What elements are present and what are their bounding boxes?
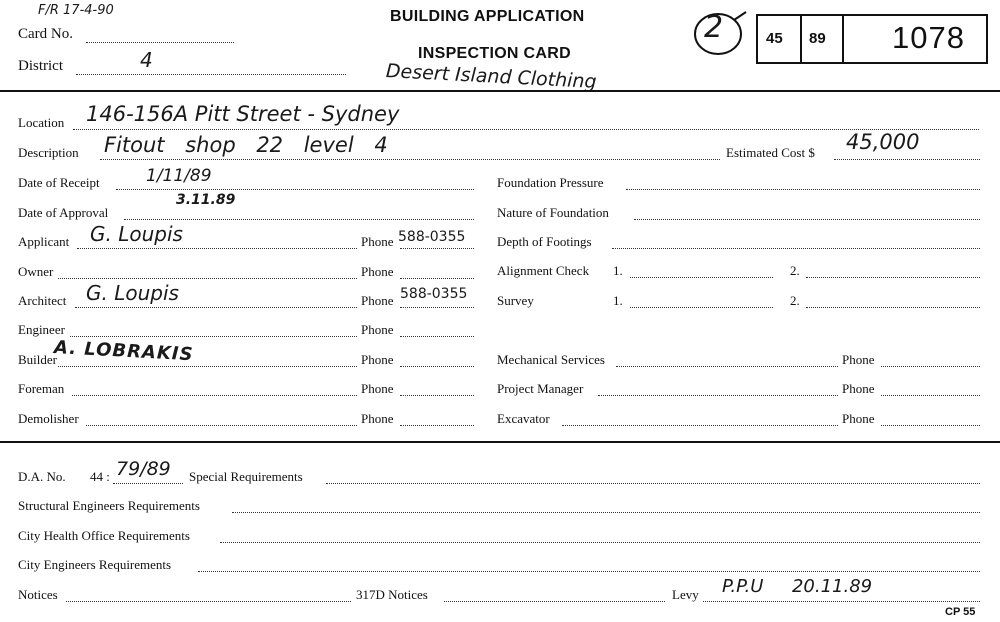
date-receipt-value: 1/11/89 xyxy=(146,166,212,186)
estimated-cost-label: Estimated Cost $ xyxy=(726,145,815,160)
depth-footings-line xyxy=(612,248,980,249)
alignment-check-line-2 xyxy=(806,277,980,278)
da-number-label: D.A. No. xyxy=(18,469,66,484)
box-a-value: 45 xyxy=(766,30,783,47)
applicant-phone-line xyxy=(400,248,474,249)
project-manager-phone-line xyxy=(881,395,980,396)
city-engineers-line xyxy=(198,571,980,572)
applicant-line xyxy=(77,248,357,249)
description-label: Description xyxy=(18,145,79,160)
mechanical-services-phone-line xyxy=(881,366,980,367)
builder-phone-label: Phone xyxy=(361,352,394,367)
health-requirements-label: City Health Office Requirements xyxy=(18,528,190,543)
foreman-label: Foreman xyxy=(18,381,65,396)
notices-label: Notices xyxy=(18,587,58,602)
circled-number: 2 xyxy=(704,10,724,45)
owner-phone-label: Phone xyxy=(361,264,394,279)
owner-label: Owner xyxy=(18,264,54,279)
nature-foundation-label: Nature of Foundation xyxy=(497,205,609,220)
form-code: CP 55 xyxy=(945,606,976,618)
applicant-phone-label: Phone xyxy=(361,234,394,249)
levy-value: P.P.U 20.11.89 xyxy=(722,576,873,597)
business-name: Desert Island Clothing xyxy=(385,60,598,94)
header-divider xyxy=(0,90,1000,92)
health-requirements-line xyxy=(220,542,980,543)
survey-num-2: 2. xyxy=(790,293,800,308)
structural-requirements-label: Structural Engineers Requirements xyxy=(18,498,200,513)
builder-label: Builder xyxy=(18,352,57,367)
special-requirements-line xyxy=(326,483,980,484)
engineer-label: Engineer xyxy=(18,322,65,337)
location-line xyxy=(73,129,979,130)
date-approval-label: Date of Approval xyxy=(18,205,109,220)
project-manager-phone-label: Phone xyxy=(842,381,875,396)
foundation-pressure-line xyxy=(626,189,980,190)
demolisher-line xyxy=(86,425,357,426)
owner-phone-line xyxy=(400,278,474,279)
location-value: 146-156A Pitt Street - Sydney xyxy=(86,102,400,126)
engineer-phone-line xyxy=(400,336,474,337)
date-receipt-line xyxy=(116,189,474,190)
special-requirements-label: Special Requirements xyxy=(189,469,303,484)
estimated-cost-value: 45,000 xyxy=(846,130,920,154)
excavator-line xyxy=(562,425,838,426)
project-manager-line xyxy=(598,395,838,396)
box-divider-2 xyxy=(842,14,844,64)
engineer-line xyxy=(70,336,357,337)
date-approval-line xyxy=(124,219,474,220)
architect-phone-line xyxy=(400,307,474,308)
da-number-value: 79/89 xyxy=(116,458,171,480)
notices-317d-label: 317D Notices xyxy=(356,587,428,602)
applicant-phone-value: 588-0355 xyxy=(398,229,466,245)
builder-phone-line xyxy=(400,366,474,367)
mechanical-services-label: Mechanical Services xyxy=(497,352,605,367)
architect-value: G. Loupis xyxy=(86,281,179,305)
foreman-line xyxy=(72,395,357,396)
alignment-check-num-2: 2. xyxy=(790,263,800,278)
applicant-label: Applicant xyxy=(18,234,70,249)
date-approval-value: 3.11.89 xyxy=(176,192,236,208)
architect-label: Architect xyxy=(18,293,67,308)
middle-divider xyxy=(0,441,1000,443)
foreman-phone-line xyxy=(400,395,474,396)
foreman-phone-label: Phone xyxy=(361,381,394,396)
builder-line xyxy=(58,366,357,367)
form-subtitle: INSPECTION CARD xyxy=(418,45,571,62)
box-divider-1 xyxy=(800,14,802,64)
city-engineers-label: City Engineers Requirements xyxy=(18,557,172,572)
project-manager-label: Project Manager xyxy=(497,381,584,396)
mechanical-services-phone-label: Phone xyxy=(842,352,875,367)
district-label: District xyxy=(18,58,63,74)
da-number-line xyxy=(113,483,183,484)
alignment-check-label: Alignment Check xyxy=(497,263,590,278)
notices-317d-line xyxy=(444,601,665,602)
survey-line-1 xyxy=(630,307,773,308)
architect-phone-value: 588-0355 xyxy=(400,286,468,302)
card-note: F/R 17-4-90 xyxy=(38,3,114,18)
demolisher-phone-label: Phone xyxy=(361,411,394,426)
demolisher-phone-line xyxy=(400,425,474,426)
estimated-cost-line xyxy=(834,159,980,160)
box-b-value: 89 xyxy=(809,30,826,47)
alignment-check-line-1 xyxy=(630,277,773,278)
levy-line xyxy=(703,601,980,602)
notices-line xyxy=(66,601,351,602)
location-label: Location xyxy=(18,115,65,130)
architect-phone-label: Phone xyxy=(361,293,394,308)
alignment-check-num-1: 1. xyxy=(613,263,623,278)
card-no-line xyxy=(86,42,234,43)
depth-footings-label: Depth of Footings xyxy=(497,234,592,249)
applicant-value: G. Loupis xyxy=(90,222,183,246)
foundation-pressure-label: Foundation Pressure xyxy=(497,175,604,190)
demolisher-label: Demolisher xyxy=(18,411,79,426)
survey-line-2 xyxy=(806,307,980,308)
description-value: Fitout shop 22 level 4 xyxy=(104,133,388,157)
architect-line xyxy=(75,307,357,308)
district-line xyxy=(76,74,346,75)
da-number-prefix: 44 : xyxy=(90,469,110,484)
box-number-value: 1078 xyxy=(892,20,965,55)
mechanical-services-line xyxy=(616,366,838,367)
structural-requirements-line xyxy=(232,512,980,513)
card-no-label: Card No. xyxy=(18,26,73,42)
date-receipt-label: Date of Receipt xyxy=(18,175,100,190)
excavator-label: Excavator xyxy=(497,411,550,426)
excavator-phone-line xyxy=(881,425,980,426)
levy-label: Levy xyxy=(672,587,699,602)
district-value: 4 xyxy=(140,48,153,72)
nature-foundation-line xyxy=(634,219,980,220)
engineer-phone-label: Phone xyxy=(361,322,394,337)
builder-value: A. LOBRAKIS xyxy=(53,337,194,366)
survey-num-1: 1. xyxy=(613,293,623,308)
survey-label: Survey xyxy=(497,293,534,308)
form-title: BUILDING APPLICATION xyxy=(390,8,585,25)
excavator-phone-label: Phone xyxy=(842,411,875,426)
owner-line xyxy=(58,278,357,279)
description-line xyxy=(100,159,720,160)
